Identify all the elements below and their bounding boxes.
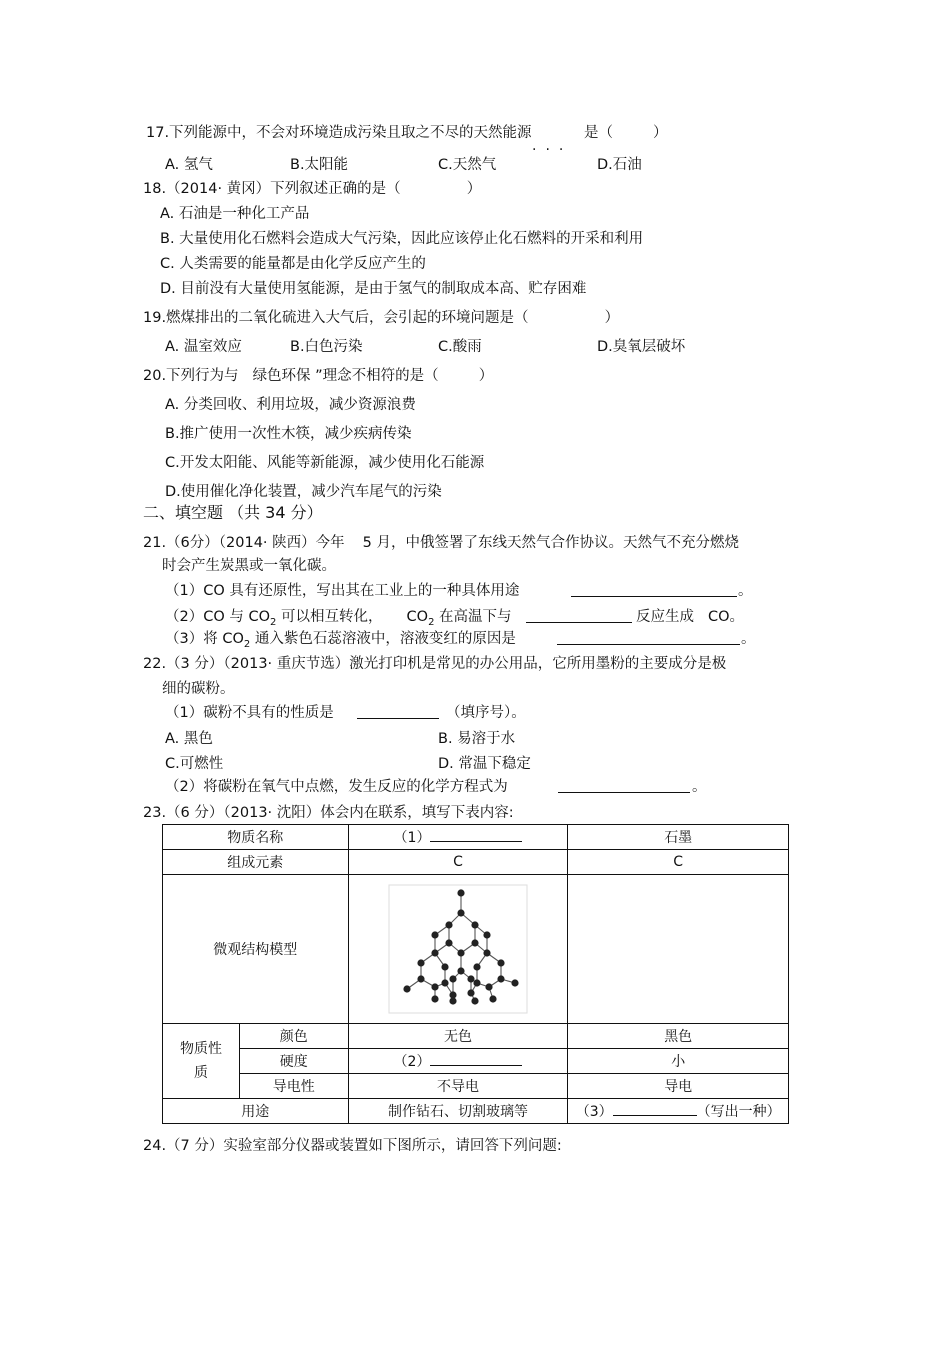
q21-part2-f: CO。 (708, 609, 745, 625)
cell-cond-label: 导电性 (239, 1074, 348, 1099)
diamond-structure-image (383, 883, 533, 1015)
q21-part2-tail (636, 608, 744, 626)
cell-name-col1-text: （1） (393, 830, 431, 846)
table-row-hardness (163, 1049, 789, 1074)
q17-option-b: B.太阳能 (290, 157, 349, 173)
q20-option-a: A. 分类回收、利用垃圾，减少资源浪费 (165, 397, 416, 413)
q21-line1-b: 5 月，中俄签署了东线天然气合作协议。天然气不充分燃烧 (362, 535, 739, 551)
q17-stem (146, 124, 532, 142)
cell-use-blank[interactable] (613, 1101, 697, 1116)
cell-name-blank[interactable] (430, 827, 522, 842)
cell-hard-blank[interactable] (430, 1051, 522, 1066)
q21-line1-a: 21.（6分）（2014· 陕西）今年 (143, 535, 345, 551)
q19-stem-text: 19.燃煤排出的二氧化硫进入大气后，会引起的环境问题是（ (143, 310, 529, 326)
q22-option-c: C.可燃性 (165, 756, 224, 772)
table-row-color (163, 1024, 789, 1049)
q21-part2-a: （2）CO 与 CO (165, 609, 271, 625)
cell-use-label: 用途 (163, 1099, 349, 1124)
q22-part2-blank[interactable] (558, 778, 690, 793)
q21-part2-c: CO (406, 609, 429, 625)
cell-color-col2: 黑色 (568, 1024, 789, 1049)
q17-option-a: A. 氢气 (165, 157, 213, 173)
table-row-use (163, 1099, 789, 1124)
q19-option-c: C.酸雨 (438, 339, 482, 355)
q20-stem-a: 20.下列行为与 (143, 368, 239, 384)
q21-part3-a: （3）将 CO (165, 631, 244, 647)
q17-answer-paren (584, 124, 668, 142)
q18-option-c: C. 人类需要的能量都是由化学反应产生的 (160, 256, 426, 272)
q21-part2-b: 可以相互转化， (276, 609, 383, 625)
q17-paren-open: 是（ (584, 125, 613, 141)
q21-part3 (165, 630, 516, 654)
cell-name-col2: 石墨 (568, 825, 789, 850)
cell-cond-col1: 不导电 (348, 1074, 568, 1099)
q17-option-d: D.石油 (597, 157, 642, 173)
q22-part2-a: （2）将碳粉在氧气中点燃，发生反应的化学方程式为 (165, 779, 508, 795)
q19-stem (143, 309, 619, 327)
table-row-element (163, 850, 789, 875)
props-label-text: 物质性质 (179, 1041, 222, 1081)
cell-use-col1: 制作钻石、切割玻璃等 (348, 1099, 568, 1124)
q19-paren-close: ） (604, 310, 620, 326)
cell-color-col1: 无色 (348, 1024, 568, 1049)
cell-hard-col1-text: （2） (393, 1054, 431, 1070)
q22-part1-b: （填序号）。 (446, 705, 526, 721)
cell-model-diamond (348, 875, 568, 1024)
q21-part2 (165, 608, 512, 632)
cell-hard-label: 硬度 (239, 1049, 348, 1074)
q21-part3-blank[interactable] (557, 630, 740, 645)
cell-use-col2 (568, 1099, 789, 1124)
q19-option-a: A. 温室效应 (165, 339, 242, 355)
q21-part3-sub: 2 (243, 638, 251, 650)
q18-option-d: D. 目前没有大量使用氢能源，是由于氢气的制取成本高、贮存困难 (160, 281, 587, 297)
q22-part1-blank[interactable] (357, 704, 439, 719)
q18-stem (143, 180, 481, 198)
cell-use-col2-a: （3） (575, 1104, 613, 1120)
q20-stem (143, 367, 493, 385)
q23-table (162, 824, 789, 1124)
cell-props-label (163, 1024, 240, 1099)
cell-elem-label: 组成元素 (163, 850, 349, 875)
cell-name-label: 物质名称 (163, 825, 349, 850)
q21-part1-text: （1）CO 具有还原性，写出其在工业上的一种具体用途 (165, 583, 520, 599)
q17-stem-text: 17.下列能源中，不会对环境造成污染且取之不尽的天然能源 (146, 125, 532, 141)
cell-color-label: 颜色 (239, 1024, 348, 1049)
q20-stem-b: 绿色环保 ”理念不相符的是（ (252, 368, 439, 384)
q22-part1-a: （1）碳粉不具有的性质是 (165, 705, 334, 721)
q21-part3-end: 。 (741, 631, 756, 647)
q18-paren-close: ） (466, 181, 482, 197)
q21-line1 (143, 534, 739, 552)
q19-option-b: B.白色污染 (290, 339, 363, 355)
q20-option-d: D.使用催化净化装置，减少汽车尾气的污染 (165, 484, 442, 500)
q21-part2-d: 在高温下与 (434, 609, 512, 625)
q22-option-b: B. 易溶于水 (438, 731, 516, 747)
cell-cond-col2: 导电 (568, 1074, 789, 1099)
q20-option-c: C.开发太阳能、风能等新能源，减少使用化石能源 (165, 455, 485, 471)
q21-part2-sub2: 2 (428, 616, 435, 628)
q21-line2: 时会产生炭黑或一氧化碳。 (162, 558, 336, 574)
q21-part3-b: 通入紫色石蕊溶液中，溶液变红的原因是 (250, 631, 516, 647)
cell-hard-col1 (348, 1049, 568, 1074)
q17-paren-close: ） (653, 125, 668, 141)
cell-elem-col1: C (348, 850, 568, 875)
table-row-model (163, 875, 789, 1024)
q21-part2-sub1: 2 (270, 616, 277, 628)
cell-model-label: 微观结构模型 (163, 875, 349, 1024)
q18-option-b: B. 大量使用化石燃料会造成大气污染，因此应该停止化石燃料的开采和利用 (160, 231, 644, 247)
cell-name-col1 (348, 825, 568, 850)
cell-model-graphite (568, 875, 789, 1024)
cell-use-col2-b: （写出一种） (696, 1104, 781, 1120)
table-row-conductivity (163, 1074, 789, 1099)
q22-option-d: D. 常温下稳定 (438, 756, 531, 772)
q23-stem: 23.（6 分）（2013· 沈阳）体会内在联系，填写下表内容: (143, 805, 514, 821)
section-title: 二、填空题 （共 34 分） (143, 503, 323, 522)
q21-part2-e: 反应生成 (636, 609, 694, 625)
table-row-name (163, 825, 789, 850)
q22-line2: 细的碳粉。 (162, 681, 235, 697)
emphasis-dots: ... (532, 138, 573, 154)
q17-option-c: C.天然气 (438, 157, 497, 173)
q20-paren-close: ） (478, 368, 494, 384)
q21-part1-end: 。 (738, 583, 753, 599)
q22-part2-end: 。 (692, 779, 707, 795)
q22-line1: 22.（3 分）（2013· 重庆节选）激光打印机是常见的办公用品，它所用墨粉的主要成分是极 (143, 656, 727, 672)
q19-option-d: D.臭氧层破坏 (597, 339, 686, 355)
q24-stem: 24.（7 分）实验室部分仪器或装置如下图所示，请回答下列问题: (143, 1138, 562, 1154)
q18-stem-text: 18.（2014· 黄冈）下列叙述正确的是（ (143, 181, 401, 197)
q22-option-a: A. 黑色 (165, 731, 213, 747)
q18-option-a: A. 石油是一种化工产品 (160, 206, 310, 222)
q21-part1-blank[interactable] (571, 582, 737, 597)
q21-part1 (165, 582, 519, 600)
cell-elem-col2: C (568, 850, 789, 875)
q21-part2-blank[interactable] (526, 608, 632, 623)
cell-hard-col2: 小 (568, 1049, 789, 1074)
q20-option-b: B.推广使用一次性木筷，减少疾病传染 (165, 426, 412, 442)
